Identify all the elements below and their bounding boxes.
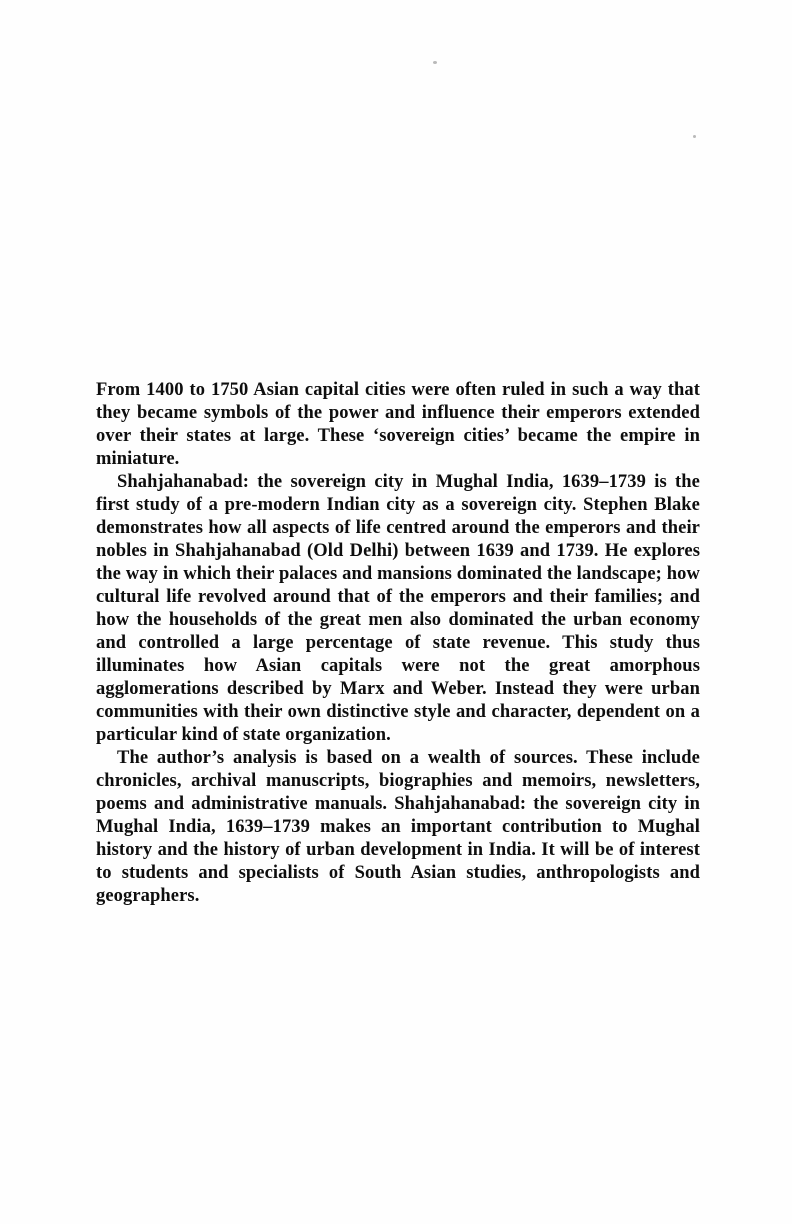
- blurb-paragraph-1: From 1400 to 1750 Asian capital cities were often ruled in such a way that they became symbols of the power and influence their emperors extended over their states at large. These ‘sovereign cities’ became the empire in miniature.: [96, 380, 700, 469]
- blurb-paragraph-2: Shahjahanabad: the sovereign city in Mughal India, 1639–1739 is the first study of a pre-modern Indian city as a sovereign city. Stephen Blake demonstrates how all aspects of life centred around the emperors and their nobles in Shahjahanabad (Old Delhi) between 1639 and 1739. He explores the way in which their palaces and mansions dominated the landscape; how cultural life revolved around that of the emperors and their families; and how the households of the great men also dominated the urban economy and controlled a large percentage of state revenue. This study thus illuminates how Asian capitals were not the great amorphous agglomerations described by Marx and Weber. Instead they were urban communities with their own distinctive style and character, dependent on a particular kind of state organization.: [96, 472, 700, 745]
- scan-speck: [693, 135, 696, 138]
- scan-speck: [433, 61, 437, 64]
- blurb-paragraph-3: The author’s analysis is based on a wealth of sources. These include chronicles, archival manuscripts, biographies and memoirs, newsletters, poems and administrative manuals. Shahjahanabad: the sovereign city in Mughal India, 1639–1739 makes an important contribution to Mughal history and the history of urban development in India. It will be of interest to students and specialists of South Asian studies, anthropologists and geographers.: [96, 748, 700, 906]
- blurb-text-block: [96, 379, 700, 908]
